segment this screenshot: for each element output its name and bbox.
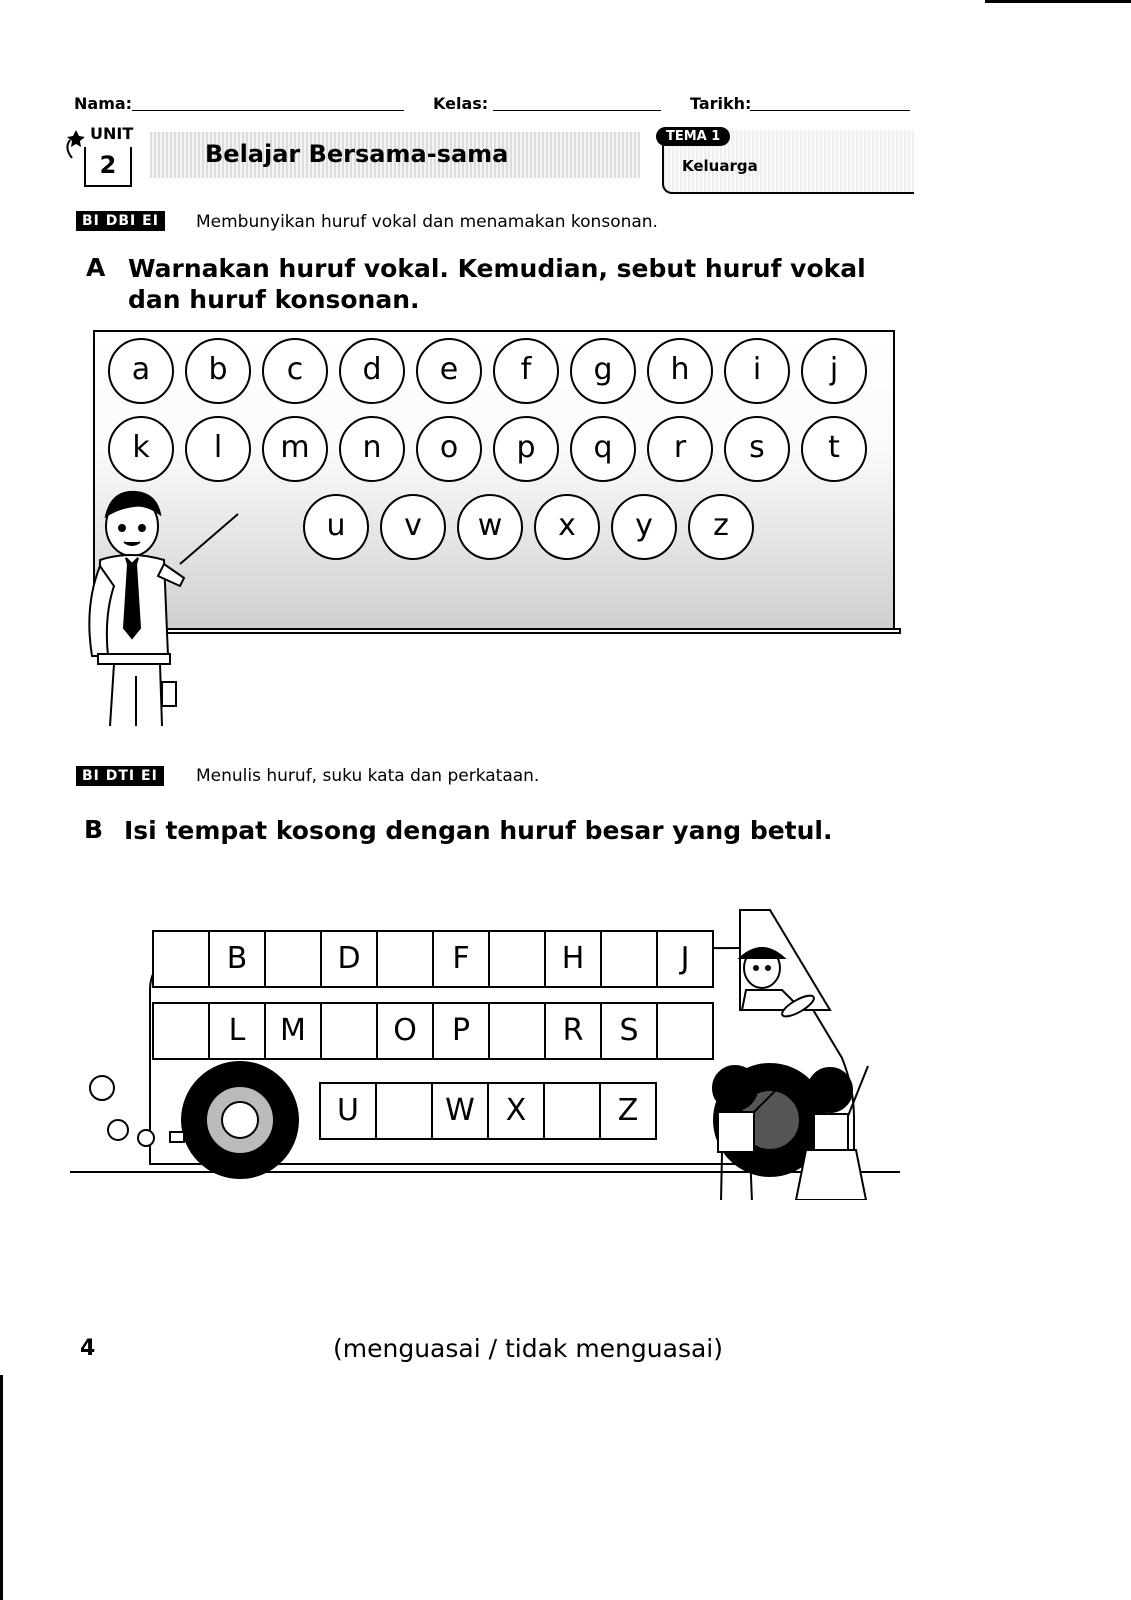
grid-cell[interactable] xyxy=(152,1002,210,1060)
letter-circle[interactable]: n xyxy=(339,416,405,482)
grid-cell[interactable]: S xyxy=(600,1002,658,1060)
unit-title: Belajar Bersama-sama xyxy=(205,140,509,168)
grid-cell[interactable] xyxy=(488,930,546,988)
grid-cell[interactable] xyxy=(320,1002,378,1060)
alphabet-row-3 xyxy=(303,494,754,560)
grid-cell[interactable] xyxy=(264,930,322,988)
uppercase-row-3 xyxy=(321,1082,657,1140)
grid-cell[interactable] xyxy=(488,1002,546,1060)
letter-circle[interactable]: z xyxy=(688,494,754,560)
letter-circle[interactable]: y xyxy=(611,494,677,560)
grid-cell[interactable]: X xyxy=(487,1082,545,1140)
unit-number: 2 xyxy=(84,147,132,187)
grid-cell[interactable]: H xyxy=(544,930,602,988)
letter-circle[interactable]: s xyxy=(724,416,790,482)
letter-circle[interactable]: o xyxy=(416,416,482,482)
grid-cell[interactable]: P xyxy=(432,1002,490,1060)
section-b-instruction: Menulis huruf, suku kata dan perkataan. xyxy=(196,766,540,786)
letter-circle[interactable]: e xyxy=(416,338,482,404)
nama-field[interactable] xyxy=(132,110,404,111)
tarikh-label: Tarikh: xyxy=(690,94,752,113)
section-b-letter: B xyxy=(84,815,104,844)
grid-cell[interactable]: R xyxy=(544,1002,602,1060)
letter-circle[interactable]: q xyxy=(570,416,636,482)
nama-label: Nama: xyxy=(74,94,133,113)
letter-circle[interactable]: l xyxy=(185,416,251,482)
letter-circle[interactable]: u xyxy=(303,494,369,560)
grid-cell[interactable] xyxy=(656,1002,714,1060)
section-b-question: Isi tempat kosong dengan huruf besar yang betul. xyxy=(124,816,833,845)
alphabet-row-1 xyxy=(108,338,867,404)
letter-circle[interactable]: k xyxy=(108,416,174,482)
grid-cell[interactable]: F xyxy=(432,930,490,988)
edge-mark-left xyxy=(0,1375,3,1600)
teacher-illustration xyxy=(80,486,250,736)
grid-cell[interactable] xyxy=(375,1082,433,1140)
grid-cell[interactable]: W xyxy=(431,1082,489,1140)
grid-cell[interactable]: L xyxy=(208,1002,266,1060)
grid-cell[interactable] xyxy=(152,930,210,988)
letter-circle[interactable]: h xyxy=(647,338,713,404)
grid-cell[interactable] xyxy=(376,930,434,988)
section-a-letter: A xyxy=(86,253,106,282)
letter-circle[interactable]: d xyxy=(339,338,405,404)
section-a-question: Warnakan huruf vokal. Kemudian, sebut huruf vokal dan huruf konsonan. xyxy=(128,254,866,314)
grid-cell[interactable]: J xyxy=(656,930,714,988)
page-number: 4 xyxy=(80,1336,96,1361)
letter-circle[interactable]: p xyxy=(493,416,559,482)
pointer-stick xyxy=(180,514,238,564)
grid-cell[interactable] xyxy=(600,930,658,988)
tema-label: TEMA 1 xyxy=(656,127,730,146)
grid-cell[interactable]: D xyxy=(320,930,378,988)
letter-circle[interactable]: b xyxy=(185,338,251,404)
uppercase-row-1 xyxy=(154,930,714,988)
section-a-badge: BI DBI EI xyxy=(76,211,165,231)
grid-cell[interactable]: O xyxy=(376,1002,434,1060)
grid-cell[interactable]: B xyxy=(208,930,266,988)
grid-cell[interactable] xyxy=(543,1082,601,1140)
letter-circle[interactable]: v xyxy=(380,494,446,560)
section-b-badge: BI DTI EI xyxy=(76,766,164,786)
assessment-text: (menguasai / tidak menguasai) xyxy=(333,1334,723,1363)
tema-name: Keluarga xyxy=(682,157,758,175)
kelas-field[interactable] xyxy=(493,110,661,111)
letter-circle[interactable]: t xyxy=(801,416,867,482)
letter-circle[interactable]: i xyxy=(724,338,790,404)
section-a-instruction: Membunyikan huruf vokal dan menamakan konsonan. xyxy=(196,212,658,232)
tarikh-field[interactable] xyxy=(750,110,910,111)
letter-circle[interactable]: m xyxy=(262,416,328,482)
letter-circle[interactable]: x xyxy=(534,494,600,560)
uppercase-row-2 xyxy=(154,1002,714,1060)
grid-cell[interactable]: M xyxy=(264,1002,322,1060)
edge-mark-top xyxy=(985,0,1131,3)
unit-label: UNIT xyxy=(90,124,134,143)
grid-cell[interactable]: Z xyxy=(599,1082,657,1140)
letter-circle[interactable]: c xyxy=(262,338,328,404)
grid-cell[interactable]: U xyxy=(319,1082,377,1140)
alphabet-row-2 xyxy=(108,416,867,482)
kelas-label: Kelas: xyxy=(433,94,489,113)
letter-circle[interactable]: f xyxy=(493,338,559,404)
letter-circle[interactable]: g xyxy=(570,338,636,404)
letter-circle[interactable]: a xyxy=(108,338,174,404)
letter-circle[interactable]: j xyxy=(801,338,867,404)
letter-circle[interactable]: r xyxy=(647,416,713,482)
letter-circle[interactable]: w xyxy=(457,494,523,560)
